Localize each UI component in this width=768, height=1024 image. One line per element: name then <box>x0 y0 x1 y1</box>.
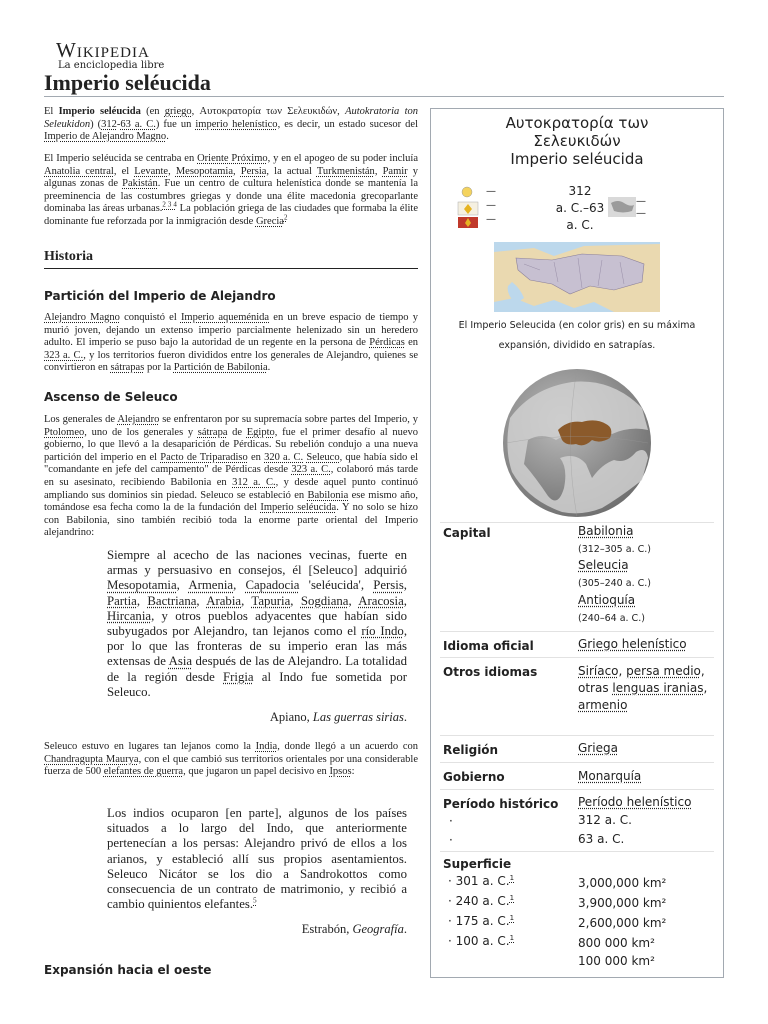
text: en <box>404 337 418 349</box>
link-imperio-seleucida[interactable]: Imperio seléucida <box>260 502 337 514</box>
text: Seleuco estuvo en lugares tan lejanos como la <box>44 741 256 752</box>
text: y algunas zonas de <box>44 165 419 190</box>
infobox-years-3: a. C. <box>566 218 594 232</box>
text: La población griega de las ciudades que formaba la élite dominante fue reforzada por la inmigración desde <box>44 203 418 227</box>
bold-term: Imperio seléucida <box>58 106 141 117</box>
infobox <box>430 108 724 978</box>
wikipedia-tagline: La enciclopedia libre <box>58 60 165 71</box>
link-anatolia[interactable]: Anatolia central <box>44 165 114 177</box>
section-divider <box>44 268 418 269</box>
text: El <box>44 106 59 117</box>
superficie-area-extra: 100 000 km² <box>578 954 655 968</box>
link-hircania[interactable]: Hircania <box>107 608 152 623</box>
globe-image[interactable] <box>502 368 652 518</box>
infobox-divider <box>440 522 714 523</box>
link-imperio-helenistico[interactable]: imperio helenístico <box>195 118 278 130</box>
link-india[interactable]: India <box>255 741 278 752</box>
text: por la <box>144 362 174 374</box>
text: 100 a. C. <box>455 934 510 948</box>
link-elefantes-guerra[interactable]: elefantes de guerra <box>103 766 184 778</box>
link-mesopotamia[interactable]: Mesopotamia <box>175 165 233 177</box>
otros-idiomas-value <box>578 663 708 714</box>
intro-paragraph-2 <box>44 153 418 229</box>
link-perdicas[interactable]: Pérdicas <box>369 337 405 349</box>
infobox-title-es: Imperio seléucida <box>510 150 644 168</box>
text: , por lo que las fronteras de su imperio eran las más extensas de <box>107 624 408 669</box>
link-312[interactable]: 312 <box>101 118 117 130</box>
subsection-heading-ascenso: Ascenso de Seleuco <box>44 390 178 404</box>
text: . <box>403 710 407 724</box>
link-monarquia[interactable]: Monarquía <box>578 769 642 783</box>
infobox-label-religion: Religión <box>443 743 499 757</box>
link-siriaco[interactable]: Siríaco <box>578 664 619 678</box>
infobox-years-2: a. C.–63 <box>555 201 605 215</box>
infobox-divider <box>440 762 714 763</box>
text: , <box>233 578 246 593</box>
link-griega[interactable]: Griega <box>578 741 618 755</box>
link-persia[interactable]: Persia <box>240 165 267 177</box>
text: , fue el primer desafío al nuevo gobierno, lo que llevó a la desaparición de Pérdicas. Su rebelión condujo a una nueva partición del imperio en el <box>44 426 418 463</box>
text: en un breve espacio de tiempo y murió joven, dejando un extenso imperio parcialmente helenizado sin un heredero adulto. El imperio se puso bajo la autoridad de un regente en la persona de <box>44 312 419 349</box>
link-bactriana[interactable]: Bactriana <box>147 593 197 608</box>
quote-citation-estrabon <box>302 922 407 937</box>
link-levante[interactable]: Levante <box>134 165 169 177</box>
link-seleuco[interactable]: Seleuco <box>306 451 340 463</box>
text: , uno de los generales y <box>84 426 198 438</box>
link-frigia[interactable]: Frigia <box>223 669 254 684</box>
text: , <box>168 165 176 177</box>
link-griego-helenistico[interactable]: Griego helenístico <box>578 637 687 651</box>
capital-2-years: (305–240 a. C.) <box>578 578 651 589</box>
superficie-area-1: 3,000,000 km² <box>578 876 667 890</box>
periodo-end: 63 a. C. <box>578 832 625 846</box>
ref-2[interactable]: 2 <box>283 213 288 222</box>
text: ese mismo año, tomándose esa fecha como la de la fundación del <box>44 489 418 514</box>
text: , <box>348 593 359 608</box>
text: , <box>374 165 383 177</box>
link-63-ac[interactable]: 63 a. C. <box>120 118 156 130</box>
superficie-area-3: 2,600,000 km² <box>578 916 667 930</box>
intro-paragraph-1 <box>44 106 418 144</box>
text: , y los territorios fueron divididos entre los generales de Alejandro, quienes se convirtieron en <box>44 349 418 374</box>
link-alejandro-magno[interactable]: Alejandro Magno <box>44 312 120 323</box>
text: : <box>351 766 355 778</box>
text: , es decir, un estado sucesor del <box>277 118 418 130</box>
flag-mark-1[interactable]: — <box>486 186 496 197</box>
link-chandragupta[interactable]: Chandragupta Maurya <box>44 753 139 765</box>
text: . Y no solo se hizo con Babilonia, sino también recibió toda la enorme parte oriental del Imperio alejandrino: <box>44 502 418 539</box>
flag-icons-left[interactable] <box>456 184 482 228</box>
ref-5[interactable]: 5 <box>253 896 257 905</box>
link-babilonia[interactable]: Babilonia <box>307 489 349 501</box>
text: ) fue un <box>155 118 196 130</box>
link-pakistan[interactable]: Pakistán <box>122 178 158 190</box>
text: Siempre al acecho de las naciones vecinas, fuerte en armas y persuasivo en consejos, él [Seleuco] adquirió <box>107 548 407 578</box>
text: . <box>166 131 169 143</box>
superficie-year-4 <box>448 934 514 948</box>
subsection-heading-expansion: Expansión hacia el oeste <box>44 963 212 977</box>
superficie-year-3 <box>448 914 514 928</box>
link-asia[interactable]: Asia <box>168 654 193 669</box>
section-heading-historia: Historia <box>44 249 93 264</box>
empire-map-image[interactable] <box>494 242 660 312</box>
text: se enfrentaron por su supremacía sobre partes del Imperio, y <box>159 414 419 425</box>
text: , colaboró más tarde en su asesinato, recibiendo Babilonia en <box>44 464 418 488</box>
text: 240 a. C. <box>455 894 510 908</box>
quote-citation-apiano <box>270 710 407 725</box>
text: después de las de Alejandro. La totalidad de la región desde <box>107 654 407 684</box>
historia-paragraph-1 <box>44 312 418 375</box>
link-armenia[interactable]: Armenia <box>188 578 234 593</box>
link-tapuria[interactable]: Tapuria <box>251 593 291 608</box>
quote-estrabon <box>107 806 407 912</box>
link-320-ac[interactable]: 320 a. C. <box>264 451 304 463</box>
infobox-label-capital: Capital <box>443 526 491 540</box>
infobox-title-greek-1: Αυτοκρατορία των <box>505 114 649 132</box>
text: , y en el apogeo de su poder incluía <box>267 153 418 164</box>
text: , <box>290 593 301 608</box>
capital-3-years: (240–64 a. C.) <box>578 613 645 624</box>
ref-sup-1[interactable]: 1 <box>509 874 515 882</box>
text: (en <box>140 106 165 117</box>
text: , Αυτοκρατορία των Σελευκιδών, <box>191 106 346 117</box>
title-divider <box>44 96 724 97</box>
text: , otras <box>578 664 705 695</box>
infobox-label-idioma: Idioma oficial <box>443 639 534 653</box>
link-323-ac[interactable]: 323 a. C. <box>44 349 84 361</box>
text: , <box>618 664 627 678</box>
infobox-label-gobierno: Gobierno <box>443 770 505 784</box>
italic-term: Autokratoria ton Seleukidon <box>44 106 418 130</box>
link-capadocia[interactable]: Capadocia <box>245 578 300 593</box>
link-egipto[interactable]: Egipto <box>246 426 275 438</box>
text: , el <box>113 165 135 177</box>
text: 175 a. C. <box>455 914 510 928</box>
link-periodo-helenistico[interactable]: Período helenístico <box>578 795 692 809</box>
bullet: · <box>448 874 452 888</box>
text: , y otros pueblos adyacentes que habían sido subyugados por Alejandro, tan lejanos como el <box>107 608 407 639</box>
bullet: · <box>448 914 452 928</box>
infobox-label-periodo: Período histórico <box>443 797 559 811</box>
superficie-year-2 <box>448 894 514 908</box>
infobox-title-greek-2: Σελευκιδών <box>533 132 621 150</box>
link-ipsos[interactable]: Ipsos <box>329 766 352 778</box>
ref-sup-2[interactable]: 1 <box>509 894 515 902</box>
text: , que jugaron un papel decisivo en <box>183 766 330 778</box>
text: Los indios ocuparon [en parte], algunos de los países situados a lo largo del Indo, que anteriormente pertenecían a los persas: Alejandro privó de ellos a los arianos, y estableció allí sus propios asentamientos. Seleuco Nicátor se los dio a Sandrokottos como consecuencia de un contrato de matrimonio, y recibió a cambio quinientos elefantes. <box>107 806 407 912</box>
ref-sup-4[interactable]: 1 <box>509 934 515 942</box>
link-capital-babilonia[interactable]: Babilonia <box>578 524 634 538</box>
text: , <box>403 578 407 593</box>
link-persa-medio[interactable]: persa medio <box>626 664 701 678</box>
text: Los generales de <box>44 414 118 425</box>
infobox-label-superficie: Superficie <box>443 857 512 871</box>
superficie-area-4: 800 000 km² <box>578 936 655 950</box>
historia-paragraph-3 <box>44 741 418 779</box>
link-sogdiana[interactable]: Sogdiana <box>300 593 349 608</box>
bullet: · <box>448 894 452 908</box>
capital-1-years: (312–305 a. C.) <box>578 544 651 555</box>
sun-emblem-icon <box>462 187 472 197</box>
infobox-divider <box>440 851 714 852</box>
page-title: Imperio seléucida <box>44 70 211 95</box>
wikipedia-logo[interactable]: Wikipedia <box>56 38 150 62</box>
map-caption: El Imperio Seleucida (en color gris) en su máxima expansión, dividido en satrapías. <box>458 320 696 351</box>
quote-apiano <box>107 548 407 700</box>
text: 301 a. C. <box>455 874 510 888</box>
infobox-divider <box>440 631 714 632</box>
link-capital-antioquia[interactable]: Antioquía <box>578 593 636 607</box>
link-aracosia[interactable]: Aracosia <box>358 593 404 608</box>
text: , donde llegó a un acuerdo con <box>277 741 418 752</box>
bullet: · <box>449 814 453 828</box>
text: , <box>403 593 407 608</box>
link-capital-seleucia[interactable]: Seleucia <box>578 558 629 572</box>
flag-mark-4[interactable]: — <box>636 196 646 207</box>
text: . <box>267 362 271 374</box>
link-alejandro[interactable]: Alejandro <box>117 414 160 425</box>
link-armenio[interactable]: armenio <box>578 698 628 712</box>
bullet: · <box>449 833 453 847</box>
link-ptolomeo[interactable]: Ptolomeo <box>44 426 85 438</box>
flag-mark-2[interactable]: — <box>486 200 496 211</box>
text: , la actual <box>266 165 317 177</box>
link-pacto-triparadiso[interactable]: Pacto de Triparadiso <box>160 451 248 463</box>
link-oriente-proximo[interactable]: Oriente Próximo <box>197 153 268 164</box>
link-imperio-alejandro[interactable]: Imperio de Alejandro Magno <box>44 131 167 143</box>
text: de <box>227 426 247 438</box>
italic-title: Las guerras sirias <box>312 710 404 724</box>
infobox-divider <box>440 657 714 658</box>
ref-2-3-4[interactable]: 2 3 4 <box>162 200 177 209</box>
link-satrapa[interactable]: sátrapa <box>197 426 228 438</box>
text: , que había sido el "comandante en jefe del campamento" de Pérdicas desde <box>44 451 419 476</box>
periodo-start: 312 a. C. <box>578 813 632 827</box>
text: , <box>233 165 241 177</box>
infobox-divider <box>440 789 714 790</box>
link-rio-indo[interactable]: río Indo <box>361 624 404 639</box>
text: . <box>403 922 407 936</box>
flag-mark-3[interactable]: — <box>486 214 496 225</box>
text: - <box>116 118 121 130</box>
link-imperio-aquemenida[interactable]: Imperio aqueménida <box>180 312 270 323</box>
text: Estrabón, <box>301 922 353 936</box>
infobox-years-1: 312 <box>568 184 592 198</box>
text: , <box>196 593 207 608</box>
link-grecia[interactable]: Grecia <box>255 215 284 227</box>
superficie-area-2: 3,900,000 km² <box>578 896 667 910</box>
link-323-ac-2[interactable]: 323 a. C. <box>291 464 331 476</box>
link-312-ac[interactable]: 312 a. C. <box>232 476 276 488</box>
text: al Indo fue sometida por Seleuco. <box>107 669 407 699</box>
text: ) ( <box>90 118 102 130</box>
text: , <box>136 593 148 608</box>
historia-paragraph-2 <box>44 414 418 540</box>
link-q-mesopotamia[interactable]: Mesopotamia <box>107 578 177 593</box>
text: , <box>703 681 708 695</box>
text: , <box>176 578 189 593</box>
text: conquistó el <box>119 312 181 323</box>
link-satrapas[interactable]: sátrapas <box>110 362 145 374</box>
text: Apiano, <box>269 710 313 724</box>
text: . Fue un centro de cultura helenística donde se mantenía la preeminencia de las costumbres griegas y donde una élite macedonia grecoparlante dominaba las áreas urbanas. <box>44 178 418 215</box>
text: El Imperio seléucida se centraba en <box>44 153 198 164</box>
text: 'seléucida', <box>299 578 374 593</box>
text: , con el que cambió sus territorios orientales por una considerable fuerza de 500 <box>44 753 418 778</box>
ref-sup-3[interactable]: 1 <box>509 914 515 922</box>
infobox-label-otros: Otros idiomas <box>443 665 538 679</box>
link-persis[interactable]: Persis <box>373 578 404 593</box>
infobox-divider <box>440 735 714 736</box>
text: en <box>247 451 265 463</box>
link-turkmenistan[interactable]: Turkmenistán <box>316 165 375 177</box>
link-lenguas-iranias[interactable]: lenguas iranias <box>612 681 704 695</box>
link-particion-babilonia[interactable]: Partición de Babilonia <box>173 362 268 374</box>
successor-map-icon[interactable] <box>608 197 636 217</box>
text: , <box>241 593 252 608</box>
link-pamir[interactable]: Pamir <box>382 165 408 177</box>
superficie-year-1 <box>448 874 514 888</box>
bullet: · <box>448 934 452 948</box>
text: , y desde aquel punto continuó ampliando sus dominios sin piedad. Seleuco se estableció en <box>44 476 418 501</box>
link-arabia[interactable]: Arabia <box>206 593 242 608</box>
link-griego[interactable]: griego <box>164 106 192 117</box>
subsection-heading-particion: Partición del Imperio de Alejandro <box>44 289 276 303</box>
italic-title: Geografía <box>352 922 404 936</box>
link-partia[interactable]: Partia <box>107 593 137 608</box>
flag-mark-5[interactable]: — <box>636 208 646 219</box>
